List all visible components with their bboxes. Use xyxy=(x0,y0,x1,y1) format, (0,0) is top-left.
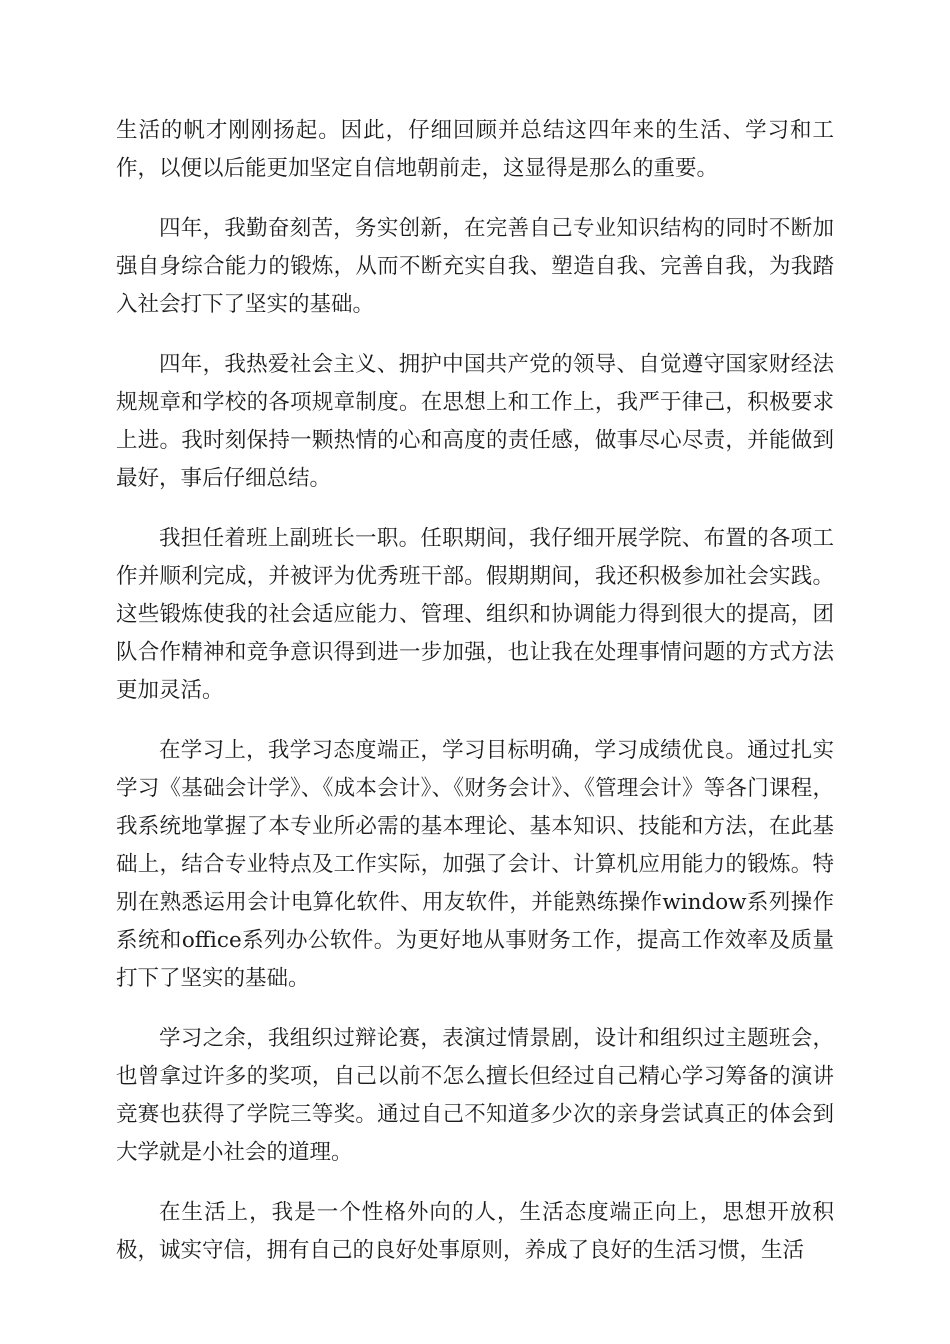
paragraph-class-monitor: 我担任着班上副班长一职。任职期间，我仔细开展学院、布置的各项工作并顺利完成，并被评为优秀班干部。假期期间，我还积极参加社会实践。这些锻炼使我的社会适应能力、管理、组织和协调能力得到很大的提高，团队合作精神和竞争意识得到进一步加强，也让我在处理事情问题的方式方法更加灵活。 xyxy=(116,526,834,703)
paragraph-political-attitude: 四年，我热爱社会主义、拥护中国共产党的领导、自觉遵守国家财经法规规章和学校的各项规章制度。在思想上和工作上，我严于律己，积极要求上进。我时刻保持一颗热情的心和高度的责任感，做事尽心尽责，并能做到最好，事后仔细总结。 xyxy=(116,352,834,491)
document-body xyxy=(116,112,834,1292)
paragraph-diligence: 四年，我勤奋刻苦，务实创新，在完善自己专业知识结构的同时不断加强自身综合能力的锻炼，从而不断充实自我、塑造自我、完善自我，为我踏入社会打下了坚实的基础。 xyxy=(116,216,834,317)
paragraph-intro-continuation: 生活的帆才刚刚扬起。因此，仔细回顾并总结这四年来的生活、学习和工作，以便以后能更加坚定自信地朝前走，这显得是那么的重要。 xyxy=(116,118,834,181)
paragraph-study: 在学习上，我学习态度端正，学习目标明确，学习成绩优良。通过扎实学习《基础会计学》、《成本会计》、《财务会计》、《管理会计》等各门课程，我系统地掌握了本专业所必需的基本理论、基本知识、技能和方法，在此基础上，结合专业特点及工作实际，加强了会计、计算机应用能力的锻炼。特别在熟悉运用会计电算化软件、用友软件，并能熟练操作window系列操作系统和office系列办公软件。为更好地从事财务工作，提高工作效率及质量打下了坚实的基础。 xyxy=(116,738,834,991)
paragraph-activities: 学习之余，我组织过辩论赛，表演过情景剧，设计和组织过主题班会，也曾拿过许多的奖项，自己以前不怎么擅长但经过自己精心学习筹备的演讲竞赛也获得了学院三等奖。通过自己不知道多少次的亲身尝试真正的体会到大学就是小社会的道理。 xyxy=(116,1026,834,1165)
paragraph-life: 在生活上，我是一个性格外向的人，生活态度端正向上，思想开放积极，诚实守信，拥有自己的良好处事原则，养成了良好的生活习惯，生活 xyxy=(116,1200,834,1263)
